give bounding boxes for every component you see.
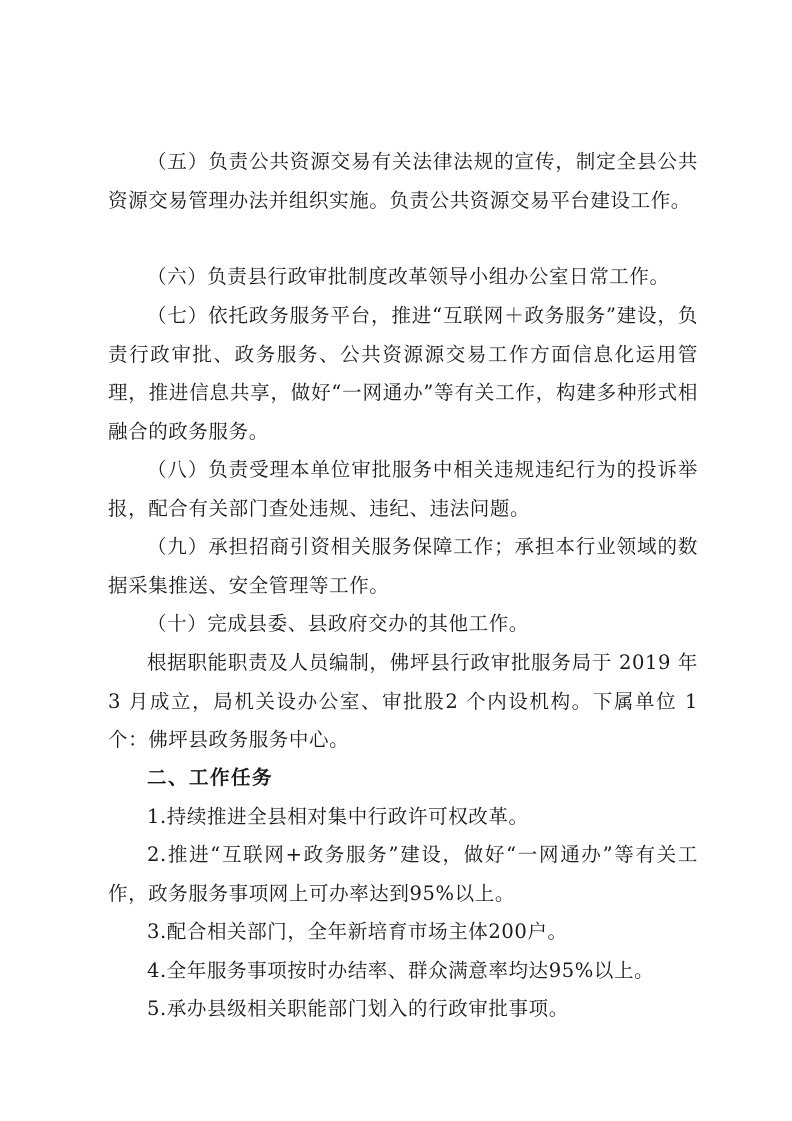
paragraph-10-other-work: （十）完成县委、县政府交办的其他工作。 [147,612,529,635]
task-item-4: 4.全年服务事项按时办结率、群众满意率均达95%以上。 [147,959,655,982]
section-heading: 二、工作任务 [147,766,274,789]
paragraph-organization: 根据职能职责及人员编制，佛坪县行政审批服务局于 2019 年 3 月成立，局机关设办公室、审批股2 个内设机构。下属单位 1 个：佛坪县政务服务中心。 [108,651,698,751]
task-item-3: 3.配合相关部门，全年新培育市场主体200户。 [147,920,568,943]
task-item-5: 5.承办县级相关职能部门划入的行政审批事项。 [147,997,569,1020]
paragraph-6-reform-office: （六）负责县行政审批制度改革领导小组办公室日常工作。 [147,265,670,288]
paragraph-5-public-resources: （五）负责公共资源交易有关法律法规的宣传，制定全县公共资源交易管理办法并组织实施。负责公共资源交易平台建设工作。 [108,150,698,212]
task-item-2: 2.推进“互联网+政务服务”建设，做好“一网通办”等有关工作，政务服务事项网上可办率达到95%以上。 [108,843,698,905]
paragraph-9-investment: （九）承担招商引资相关服务保障工作；承担本行业领域的数据采集推送、安全管理等工作。 [108,535,698,597]
task-item-1: 1.持续推进全县相对集中行政许可权改革。 [147,805,529,828]
paragraph-7-internet-services: （七）依托政务服务平台，推进“互联网＋政务服务”建设，负责行政审批、政务服务、公共资源源交易工作方面信息化运用管理，推进信息共享，做好“一网通办”等有关工作，构建多种形式相融合的政务服务。 [108,304,698,443]
paragraph-8-complaints: （八）负责受理本单位审批服务中相关违规违纪行为的投诉举报，配合有关部门查处违规、违纪、违法问题。 [108,458,698,520]
